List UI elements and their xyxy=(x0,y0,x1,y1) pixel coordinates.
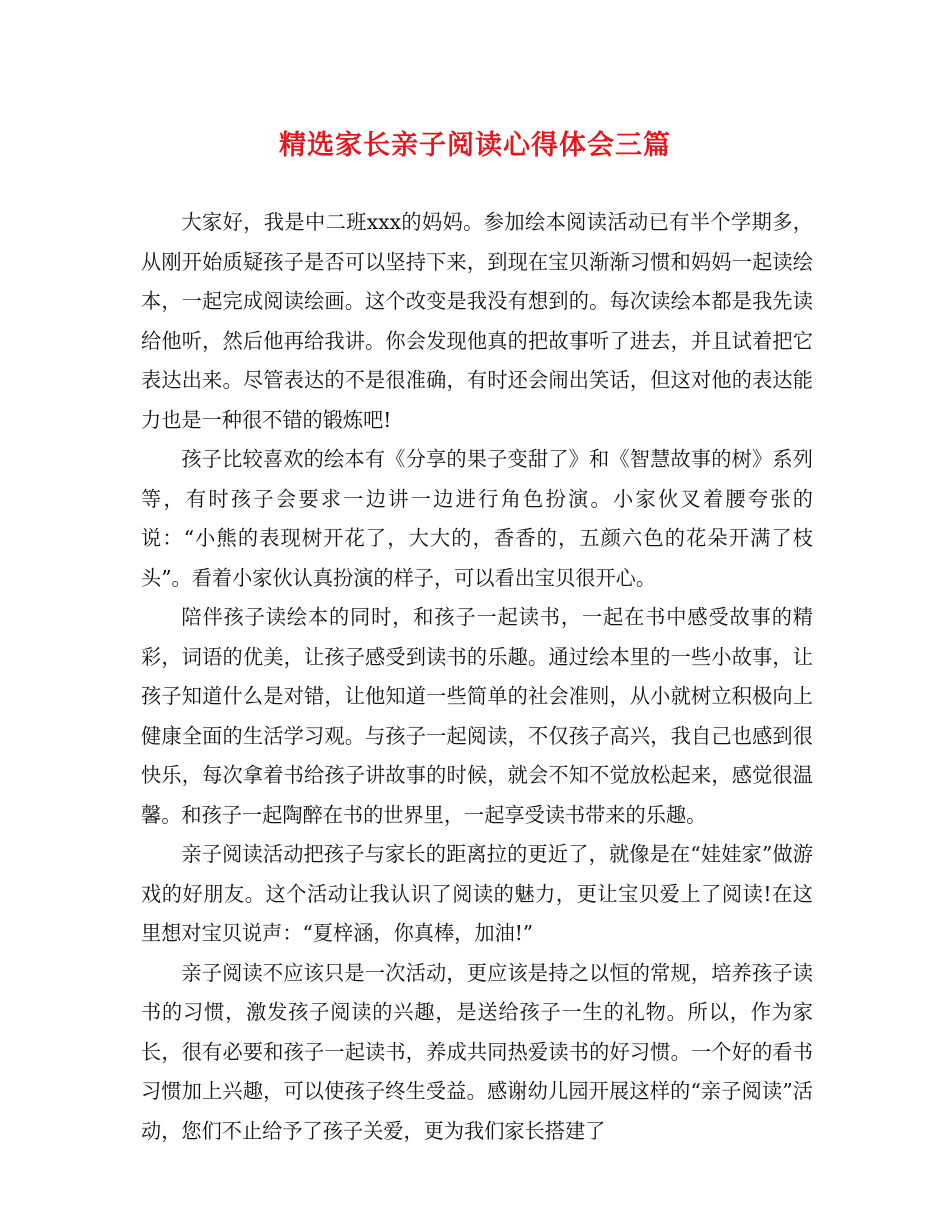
document-body xyxy=(141,203,813,1151)
document-title: 精选家长亲子阅读心得体会三篇 xyxy=(279,130,671,161)
paragraph: 陪伴孩子读绘本的同时，和孩子一起读书，一起在书中感受故事的精彩，词语的优美，让孩子感受到读书的乐趣。通过绘本里的一些小故事，让孩子知道什么是对错，让他知道一些简单的社会准则，从小就树立积极向上健康全面的生活学习观。与孩子一起阅读，不仅孩子高兴，我自己也感到很快乐，每次拿着书给孩子讲故事的时候，就会不知不觉放松起来，感觉很温馨。和孩子一起陶醉在书的世界里，一起享受读书带来的乐趣。 xyxy=(141,605,813,827)
paragraph: 亲子阅读活动把孩子与家长的距离拉的更近了，就像是在“娃娃家”做游戏的好朋友。这个活动让我认识了阅读的魅力，更让宝贝爱上了阅读!在这里想对宝贝说声：“夏梓涵，你真棒，加油!” xyxy=(141,842,813,945)
paragraph: 亲子阅读不应该只是一次活动，更应该是持之以恒的常规，培养孩子读书的习惯，激发孩子阅读的兴趣，是送给孩子一生的礼物。所以，作为家长，很有必要和孩子一起读书，养成共同热爱读书的好习惯。一个好的看书习惯加上兴趣，可以使孩子终生受益。感谢幼儿园开展这样的“亲子阅读”活动，您们不止给予了孩子关爱，更为我们家长搭建了 xyxy=(141,960,813,1143)
paragraph: 大家好，我是中二班xxx的妈妈。参加绘本阅读活动已有半个学期多，从刚开始质疑孩子是否可以坚持下来，到现在宝贝渐渐习惯和妈妈一起读绘本，一起完成阅读绘画。这个改变是我没有想到的。每次读绘本都是我先读给他听，然后他再给我讲。你会发现他真的把故事听了进去，并且试着把它表达出来。尽管表达的不是很准确，有时还会闹出笑话，但这对他的表达能力也是一种很不错的锻炼吧! xyxy=(141,210,813,432)
paragraph: 孩子比较喜欢的绘本有《分享的果子变甜了》和《智慧故事的树》系列等，有时孩子会要求一边讲一边进行角色扮演。小家伙叉着腰夸张的说：“小熊的表现树开花了，大大的，香香的，五颜六色的花朵开满了枝头”。看着小家伙认真扮演的样子，可以看出宝贝很开心。 xyxy=(141,447,813,590)
